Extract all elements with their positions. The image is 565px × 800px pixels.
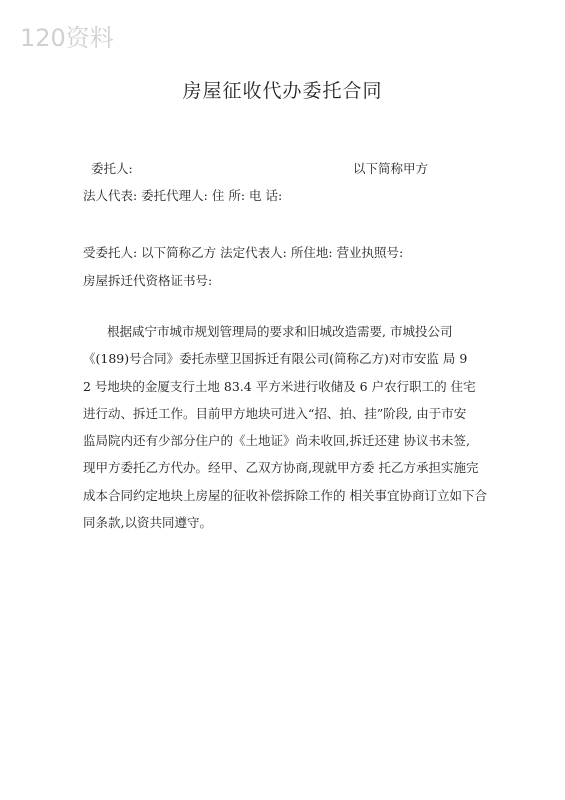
paragraph-line: 《(189)号合同》委托赤壁卫国拆迁有限公司(简称乙方)对市安监 局 9: [83, 351, 468, 367]
paragraph-line: 根据咸宁市城市规划管理局的要求和旧城改造需要, 市城投公司: [107, 324, 453, 339]
paragraph-line: 同条款,以资共同遵守。: [83, 515, 212, 531]
paragraph-line: 2 号地块的金厦支行土地 83.4 平方米进行收储及 6 户农行职工的 住宅: [83, 378, 476, 394]
agent-details-line: 受委托人: 以下简称乙方 法定代表人: 所住地: 营业执照号:: [83, 245, 404, 260]
principal-details-line: 法人代表: 委托代理人: 住 所: 电 话:: [83, 188, 283, 203]
principal-label: 委托人:: [91, 161, 133, 176]
watermark-logo: 120资料: [20, 24, 114, 52]
paragraph-line: 成本合同约定地块上房屋的征收补偿拆除工作的 相关事宜协商订立如下合: [83, 487, 487, 503]
paragraph-line: 监局院内还有少部分住户的《土地证》尚未收回,拆迁还建 协议书未签,: [83, 433, 470, 449]
contract-body-paragraph: [83, 318, 493, 536]
principal-alias-note: 以下简称甲方: [353, 161, 429, 176]
paragraph-line: 现甲方委托乙方代办。经甲、乙双方协商,现就甲方委 托乙方承担实施完: [83, 460, 479, 476]
document-title: 房屋征收代办委托合同: [182, 80, 383, 102]
agent-certificate-line: 房屋拆迁代资格证书号:: [83, 273, 213, 288]
paragraph-line: 进行动、拆迁工作。目前甲方地块可进入“招、拍、挂”阶段, 由于市安: [83, 405, 467, 421]
